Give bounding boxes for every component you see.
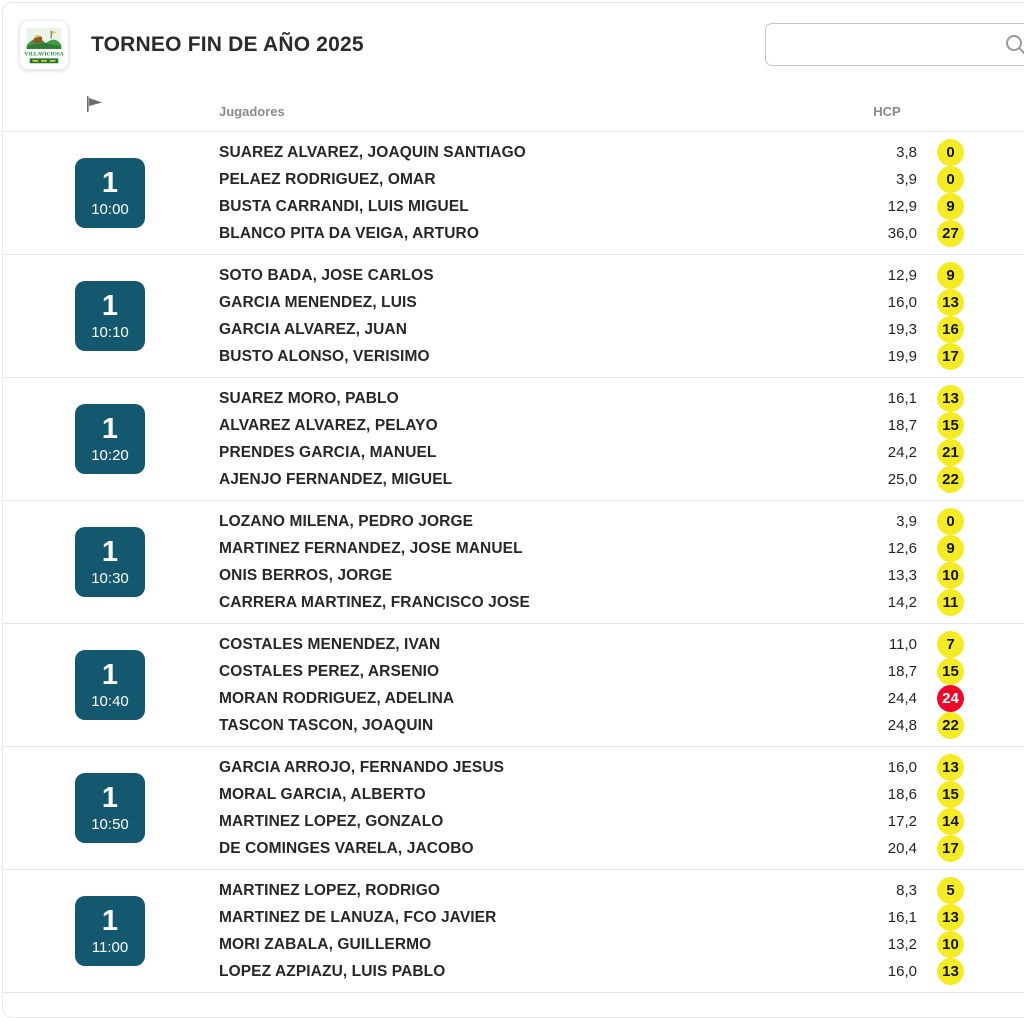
playing-hcp-badge: 9	[937, 262, 964, 289]
player-name: CARRERA MARTINEZ, FRANCISCO JOSE	[219, 593, 530, 611]
player-row	[219, 658, 1024, 685]
player-name: LOZANO MILENA, PEDRO JORGE	[219, 512, 474, 530]
player-name: MARTINEZ LOPEZ, GONZALO	[219, 812, 444, 830]
player-name: PRENDES GARCIA, MANUEL	[219, 443, 437, 461]
player-hcp-value: 12,6	[887, 540, 917, 557]
tee-number: 1	[101, 904, 119, 937]
player-name: MORAL GARCIA, ALBERTO	[219, 785, 426, 803]
villaviciosa-logo-image	[21, 22, 67, 68]
player-row	[219, 535, 1024, 562]
player-row	[219, 439, 1024, 466]
player-row	[219, 904, 1024, 931]
tee-number: 1	[101, 289, 119, 322]
tee-box	[75, 158, 145, 228]
players-column	[219, 754, 1024, 862]
playing-hcp-badge: 15	[937, 781, 964, 808]
tee-number: 1	[101, 166, 119, 199]
player-hcp-value: 19,9	[887, 348, 917, 365]
player-row	[219, 508, 1024, 535]
playing-hcp-badge: 5	[937, 877, 964, 904]
tee-time: 10:10	[91, 323, 129, 341]
player-row	[219, 685, 1024, 712]
player-name: BLANCO PITA DA VEIGA, ARTURO	[219, 224, 479, 242]
players-column	[219, 262, 1024, 370]
tee-column	[3, 773, 219, 843]
player-row	[219, 466, 1024, 493]
players-column	[219, 631, 1024, 739]
player-name: GARCIA MENENDEZ, LUIS	[219, 293, 417, 311]
player-name: GARCIA ARROJO, FERNANDO JESUS	[219, 758, 505, 776]
tee-time: 10:40	[91, 692, 129, 710]
player-hcp-value: 16,0	[887, 759, 917, 776]
player-hcp-value: 17,2	[887, 813, 917, 830]
player-row	[219, 589, 1024, 616]
player-name: BUSTO ALONSO, VERISIMO	[219, 347, 430, 365]
search-box	[765, 23, 1024, 66]
player-name: COSTALES MENENDEZ, IVAN	[219, 635, 441, 653]
player-name: MARTINEZ DE LANUZA, FCO JAVIER	[219, 908, 497, 926]
tee-group	[3, 378, 1024, 501]
tee-column	[3, 896, 219, 966]
search-input[interactable]	[776, 24, 996, 65]
playing-hcp-badge: 0	[937, 508, 964, 535]
players-column	[219, 139, 1024, 247]
player-hcp-value: 19,3	[887, 321, 917, 338]
player-row	[219, 262, 1024, 289]
player-hcp-value: 3,9	[896, 513, 917, 530]
player-name: MARTINEZ FERNANDEZ, JOSE MANUEL	[219, 539, 523, 557]
column-header-hcp: HCP	[873, 104, 901, 119]
playing-hcp-badge: 15	[937, 412, 964, 439]
player-row	[219, 166, 1024, 193]
player-hcp-value: 18,7	[887, 663, 917, 680]
playing-hcp-badge: 22	[937, 712, 964, 739]
player-hcp-value: 13,3	[887, 567, 917, 584]
tee-group	[3, 255, 1024, 378]
playing-hcp-badge: 17	[937, 343, 964, 370]
tee-number: 1	[101, 658, 119, 691]
player-hcp-value: 8,3	[896, 882, 917, 899]
player-row	[219, 412, 1024, 439]
players-column	[219, 385, 1024, 493]
tee-group	[3, 132, 1024, 255]
player-hcp-value: 11,0	[888, 636, 917, 653]
player-hcp-value: 24,2	[887, 444, 917, 461]
tee-time: 10:50	[91, 815, 129, 833]
app-header	[3, 3, 1024, 69]
player-row	[219, 712, 1024, 739]
playing-hcp-badge: 17	[937, 835, 964, 862]
player-hcp-value: 36,0	[887, 225, 917, 242]
playing-hcp-badge: 13	[937, 958, 964, 985]
tee-time: 10:30	[91, 569, 129, 587]
player-hcp-value: 13,2	[887, 936, 917, 953]
tee-group	[3, 501, 1024, 624]
player-name: ONIS BERROS, JORGE	[219, 566, 393, 584]
player-name: SOTO BADA, JOSE CARLOS	[219, 266, 434, 284]
tee-number: 1	[101, 781, 119, 814]
search-icon[interactable]	[1004, 33, 1024, 57]
player-hcp-value: 3,8	[896, 144, 917, 161]
playing-hcp-badge: 21	[937, 439, 964, 466]
tee-number: 1	[101, 412, 119, 445]
tee-column	[3, 404, 219, 474]
table-header	[3, 69, 1024, 132]
playing-hcp-badge: 11	[937, 589, 964, 616]
player-row	[219, 781, 1024, 808]
player-name: SUAREZ MORO, PABLO	[219, 389, 399, 407]
tee-group	[3, 747, 1024, 870]
player-name: LOPEZ AZPIAZU, LUIS PABLO	[219, 962, 446, 980]
player-hcp-value: 14,2	[887, 594, 917, 611]
player-name: AJENJO FERNANDEZ, MIGUEL	[219, 470, 453, 488]
tee-time: 10:00	[91, 200, 129, 218]
playing-hcp-badge: 7	[937, 631, 964, 658]
tee-box	[75, 650, 145, 720]
player-hcp-value: 16,1	[887, 390, 917, 407]
tee-box	[75, 527, 145, 597]
player-row	[219, 220, 1024, 247]
playing-hcp-badge: 22	[937, 466, 964, 493]
playing-hcp-badge: 24	[937, 685, 964, 712]
player-hcp-value: 16,0	[887, 294, 917, 311]
player-row	[219, 385, 1024, 412]
player-row	[219, 958, 1024, 985]
player-hcp-value: 18,6	[887, 786, 917, 803]
player-hcp-value: 25,0	[887, 471, 917, 488]
page-title: TORNEO FIN DE AÑO 2025	[91, 33, 364, 56]
player-name: ALVAREZ ALVAREZ, PELAYO	[219, 416, 438, 434]
player-hcp-value: 16,0	[887, 963, 917, 980]
player-hcp-value: 18,7	[887, 417, 917, 434]
tee-group	[3, 870, 1024, 993]
player-hcp-value: 20,4	[887, 840, 917, 857]
tee-box	[75, 404, 145, 474]
tee-box	[75, 896, 145, 966]
player-row	[219, 808, 1024, 835]
club-logo	[19, 20, 69, 70]
playing-hcp-badge: 27	[937, 220, 964, 247]
tee-time: 10:20	[91, 446, 129, 464]
player-name: MARTINEZ LOPEZ, RODRIGO	[219, 881, 441, 899]
playing-hcp-badge: 14	[937, 808, 964, 835]
player-row	[219, 193, 1024, 220]
tee-column	[3, 527, 219, 597]
playing-hcp-badge: 10	[937, 562, 964, 589]
column-header-players: Jugadores	[219, 104, 285, 119]
players-column	[219, 508, 1024, 616]
tee-number: 1	[101, 535, 119, 568]
player-row	[219, 139, 1024, 166]
playing-hcp-badge: 13	[937, 385, 964, 412]
tee-groups-list	[3, 132, 1024, 993]
player-row	[219, 343, 1024, 370]
svg-text:VILLAVICIOSA: VILLAVICIOSA	[24, 51, 64, 58]
player-row	[219, 835, 1024, 862]
player-hcp-value: 16,1	[887, 909, 917, 926]
playing-hcp-badge: 9	[937, 193, 964, 220]
tee-group	[3, 624, 1024, 747]
tee-column	[3, 158, 219, 228]
player-name: PELAEZ RODRIGUEZ, OMAR	[219, 170, 436, 188]
player-name: TASCON TASCON, JOAQUIN	[219, 716, 434, 734]
playing-hcp-badge: 13	[937, 904, 964, 931]
player-name: COSTALES PEREZ, ARSENIO	[219, 662, 440, 680]
tee-column	[3, 281, 219, 351]
player-name: SUAREZ ALVAREZ, JOAQUIN SANTIAGO	[219, 143, 526, 161]
tee-time: 11:00	[91, 938, 129, 956]
player-row	[219, 631, 1024, 658]
player-hcp-value: 12,9	[887, 267, 917, 284]
player-hcp-value: 24,4	[887, 690, 917, 707]
player-row	[219, 562, 1024, 589]
playing-hcp-badge: 13	[937, 289, 964, 316]
playing-hcp-badge: 0	[937, 139, 964, 166]
player-name: MORAN RODRIGUEZ, ADELINA	[219, 689, 455, 707]
playing-hcp-badge: 15	[937, 658, 964, 685]
playing-hcp-badge: 0	[937, 166, 964, 193]
tee-box	[75, 773, 145, 843]
flag-icon	[84, 94, 106, 114]
players-column	[219, 877, 1024, 985]
player-row	[219, 316, 1024, 343]
player-row	[219, 754, 1024, 781]
player-row	[219, 931, 1024, 958]
playing-hcp-badge: 9	[937, 535, 964, 562]
playing-hcp-badge: 10	[937, 931, 964, 958]
player-name: MORI ZABALA, GUILLERMO	[219, 935, 432, 953]
player-hcp-value: 24,8	[887, 717, 917, 734]
player-row	[219, 289, 1024, 316]
player-row	[219, 877, 1024, 904]
player-name: BUSTA CARRANDI, LUIS MIGUEL	[219, 197, 469, 215]
player-name: DE COMINGES VARELA, JACOBO	[219, 839, 474, 857]
player-hcp-value: 12,9	[887, 198, 917, 215]
player-name: GARCIA ALVAREZ, JUAN	[219, 320, 407, 338]
tee-sheet-card	[2, 2, 1024, 1018]
player-hcp-value: 3,9	[896, 171, 917, 188]
playing-hcp-badge: 13	[937, 754, 964, 781]
tee-column	[3, 650, 219, 720]
tee-box	[75, 281, 145, 351]
playing-hcp-badge: 16	[937, 316, 964, 343]
